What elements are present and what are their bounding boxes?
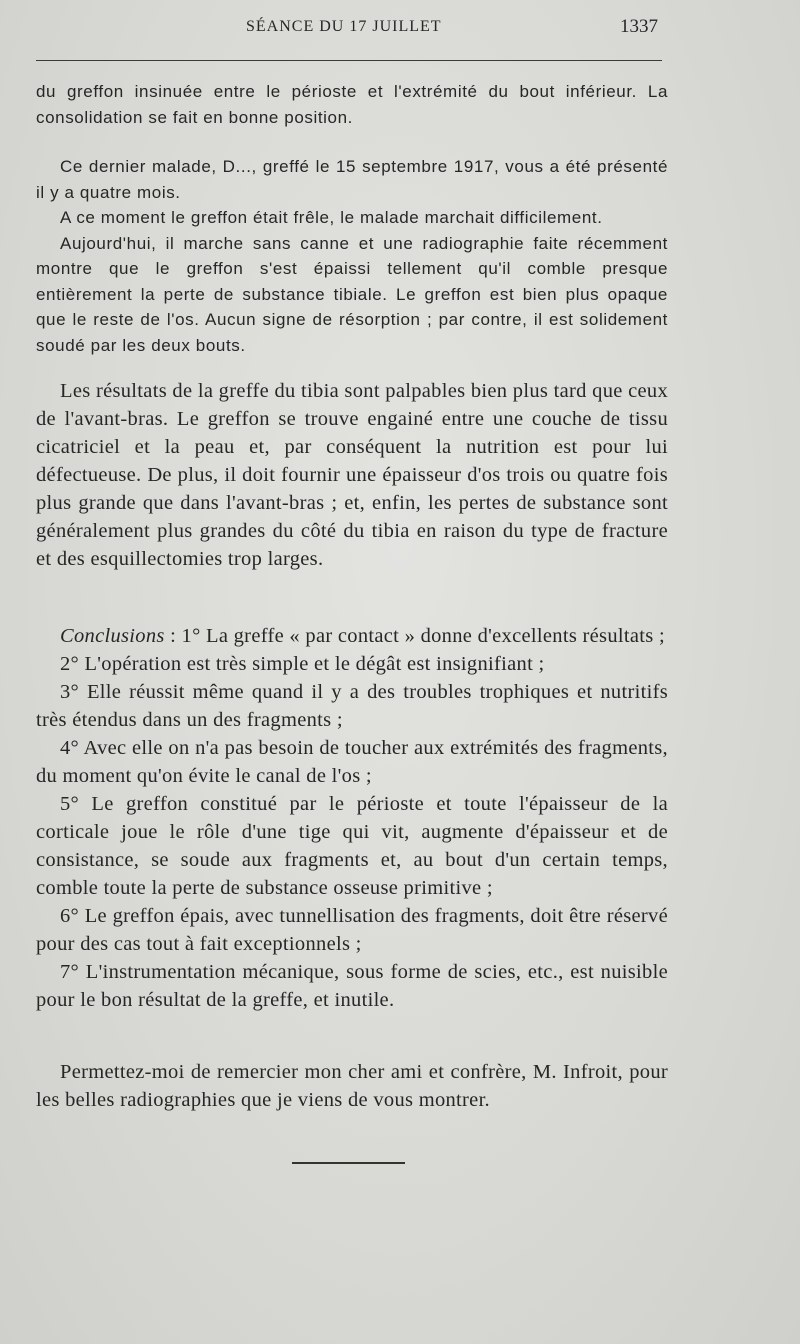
- tibia-results-block: [36, 377, 668, 573]
- conclusion-item: 3° Elle réussit même quand il y a des troubles trophiques et nutritifs très étendus dans un des fragments ;: [36, 681, 668, 731]
- running-header: [0, 18, 800, 46]
- conclusion-item: 6° Le greffon épais, avec tunnellisation des fragments, doit être réservé pour des cas tout à fait exceptionnels ;: [36, 905, 668, 955]
- paragraph-greffon-position: [36, 79, 668, 130]
- conclusions-label: Conclusions: [60, 625, 165, 647]
- conclusion-item: 4° Avec elle on n'a pas besoin de toucher aux extrémités des fragments, du moment qu'on évite le canal de l'os ;: [36, 737, 668, 787]
- conclusions-block: [36, 622, 668, 1014]
- conclusion-item: 7° L'instrumentation mécanique, sous forme de scies, etc., est nuisible pour le bon résultat de la greffe, et inutile.: [36, 961, 668, 1011]
- paragraph: Les résultats de la greffe du tibia sont palpables bien plus tard que ceux de l'avant-bras. Le greffon se trouve engainé entre une couche de tissu cicatriciel et la peau et, par conséquent la nutrition est pour lui défectueuse. De plus, il doit fournir une épaisseur d'os trois ou quatre fois plus grande que dans l'avant-bras ; et, enfin, les pertes de substance sont généralement plus grandes du côté du tibia en raison du type de fracture et des esquillectomies trop larges.: [36, 380, 668, 570]
- acknowledgement-block: [36, 1058, 668, 1114]
- header-rule: [36, 60, 662, 61]
- paragraph: Ce dernier malade, D..., greffé le 15 septembre 1917, vous a été présenté il y a quatre mois.: [36, 157, 668, 202]
- end-rule: [292, 1162, 405, 1164]
- paragraph: A ce moment le greffon était frêle, le malade marchait difficilement.: [60, 208, 603, 227]
- conclusion-item-1: [36, 622, 668, 650]
- conclusion-item: 5° Le greffon constitué par le périoste et toute l'épaisseur de la corticale joue le rôle d'une tige qui vit, augmente d'épaisseur et de consistance, se soude aux fragments et, au bout d'un certain temps, comble toute la perte de substance osseuse primitive ;: [36, 793, 668, 899]
- closing-paragraph: Permettez-moi de remercier mon cher ami et confrère, M. Infroit, pour les belles radiographies que je viens de vous montrer.: [36, 1061, 668, 1111]
- paragraph: du greffon insinuée entre le périoste et l'extrémité du bout inférieur. La consolidation se fait en bonne position.: [36, 82, 668, 127]
- conclusion-item: 2° L'opération est très simple et le dégât est insignifiant ;: [60, 653, 545, 675]
- page-number: 1337: [620, 16, 658, 37]
- case-report-block: [36, 154, 668, 358]
- conclusion-text-1: : 1° La greffe « par contact » donne d'excellents résultats ;: [164, 625, 665, 647]
- running-title: SÉANCE DU 17 JUILLET: [246, 18, 442, 35]
- paragraph: Aujourd'hui, il marche sans canne et une radiographie faite récemment montre que le greffon s'est épaissi tellement qu'il comble presque entièrement la perte de substance tibiale. Le greffon est bien plus opaque que le reste de l'os. Aucun signe de résorption ; par contre, il est solidement soudé par les deux bouts.: [36, 233, 668, 355]
